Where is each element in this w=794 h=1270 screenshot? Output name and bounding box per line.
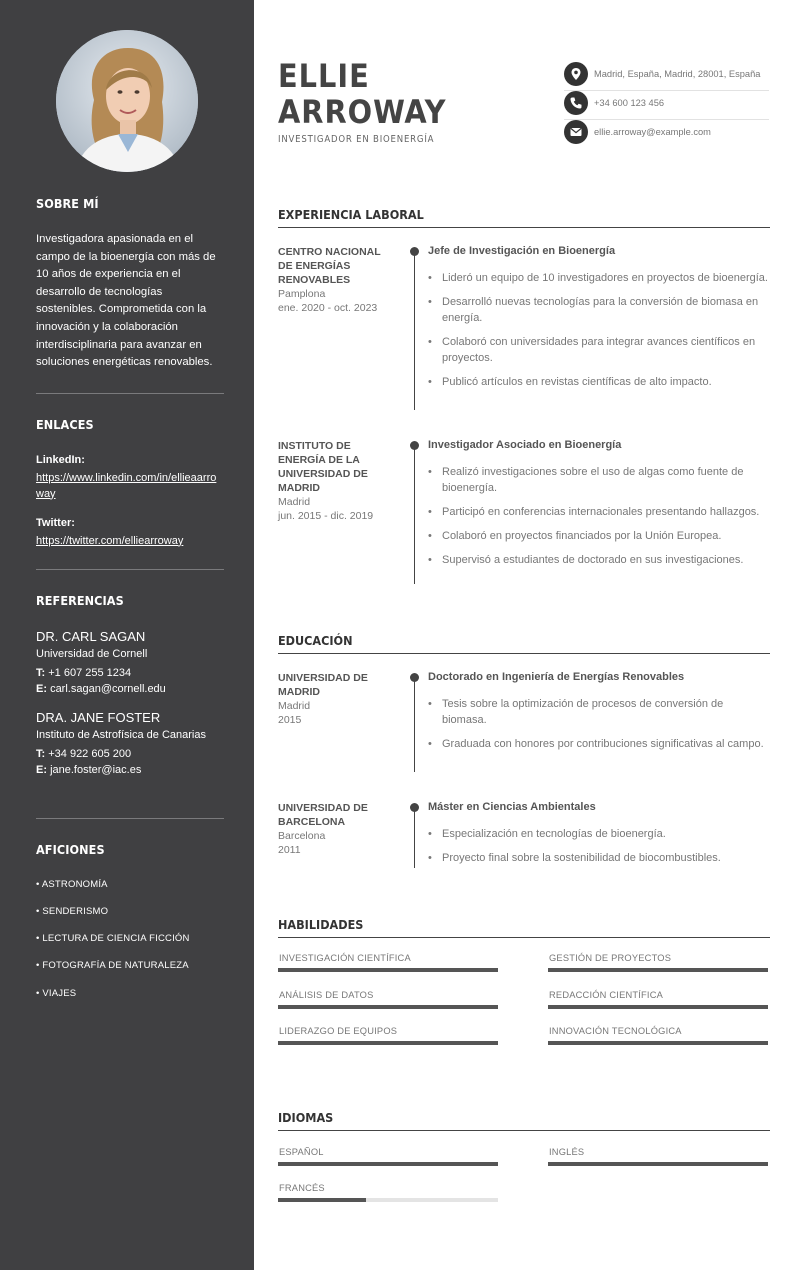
hobby-item: • FOTOGRAFÍA DE NATURALEZA (36, 960, 189, 971)
skill-bar (548, 968, 768, 972)
divider (36, 393, 224, 394)
reference-email-row (36, 762, 224, 779)
org-location: Pamplona (278, 288, 326, 300)
skill-name: INNOVACIÓN TECNOLÓGICA (549, 1026, 682, 1036)
timeline-line (414, 444, 415, 584)
divider (36, 818, 224, 819)
references-title: REFERENCIAS (36, 593, 124, 608)
skill-name: REDACCIÓN CIENTÍFICA (549, 990, 664, 1000)
bullet-item: • Realizó investigaciones sobre el uso de algas como fuente de bioenergía. (428, 464, 770, 496)
person-role: INVESTIGADOR EN BIOENERGÍA (278, 134, 435, 145)
bullet-item: • Colaboró con universidades para integrar avances científicos en proyectos. (428, 334, 770, 366)
skill-fill (548, 968, 768, 972)
location-pin-icon (564, 62, 588, 86)
phone-label: T: (36, 748, 46, 760)
skill-bar (278, 968, 498, 972)
reference-phone: +1 607 255 1234 (48, 667, 132, 679)
hobbies-title: AFICIONES (36, 842, 105, 857)
reference-item (36, 628, 224, 698)
link-linkedin (36, 452, 224, 502)
job-bullets (428, 464, 770, 576)
languages-title: IDIOMAS (278, 1110, 770, 1131)
degree-bullets (428, 696, 770, 760)
org-name: UNIVERSIDAD DE MADRID (278, 672, 368, 698)
email-label: E: (36, 683, 47, 695)
reference-item (36, 709, 224, 779)
skill-fill (278, 968, 498, 972)
degree-bullets (428, 826, 770, 874)
org-dates: 2015 (278, 714, 302, 726)
person-name (278, 58, 446, 130)
link-label: LinkedIn: (36, 454, 85, 466)
language-name: INGLÉS (549, 1147, 585, 1157)
degree-title: Doctorado en Ingeniería de Energías Renovables (428, 671, 685, 683)
language-item (548, 1147, 768, 1166)
bullet-item: • Publicó artículos en revistas científicas de alto impacto. (428, 374, 770, 390)
contact-address-row (564, 62, 769, 91)
org-location: Madrid (278, 496, 311, 508)
timeline-line (414, 250, 415, 410)
skill-name: GESTIÓN DE PROYECTOS (549, 953, 672, 963)
hobby-item: • LECTURA DE CIENCIA FICCIÓN (36, 933, 190, 944)
linkedin-url[interactable]: https://www.linkedin.com/in/ellieaarroway (36, 471, 217, 500)
skill-fill (548, 1041, 768, 1045)
reference-email-row (36, 681, 224, 698)
skill-bar (548, 1005, 768, 1009)
email-label: E: (36, 764, 47, 776)
org-dates: ene. 2020 - oct. 2023 (278, 302, 378, 314)
experience-org (278, 439, 396, 523)
link-label: Twitter: (36, 517, 75, 529)
about-text: Investigadora apasionada en el campo de la bioenergía con más de 10 años de experiencia en el desarrollo de tecnologías sostenibles. Comprometida con la innovación y la colaboración interdisciplinaria para avanzar en soluciones energéticas renovables. (36, 233, 216, 369)
degree-title: Máster en Ciencias Ambientales (428, 801, 596, 813)
language-name: ESPAÑOL (279, 1147, 324, 1157)
org-dates: jun. 2015 - dic. 2019 (278, 510, 374, 522)
language-fill (278, 1162, 498, 1166)
skill-name: LIDERAZGO DE EQUIPOS (279, 1026, 398, 1036)
language-bar (278, 1162, 498, 1166)
reference-phone: +34 922 605 200 (48, 748, 132, 760)
timeline-line (414, 806, 415, 868)
bullet-item: • Lideró un equipo de 10 investigadores en proyectos de bioenergía. (428, 270, 770, 286)
skill-name: INVESTIGACIÓN CIENTÍFICA (279, 953, 411, 963)
timeline-dot (410, 803, 419, 812)
timeline-dot (410, 673, 419, 682)
skill-item (278, 990, 498, 1009)
language-name: FRANCÉS (279, 1183, 325, 1193)
bullet-item: • Graduada con honores por contribuciones significativas al campo. (428, 736, 770, 752)
language-fill (278, 1198, 366, 1202)
org-name: INSTITUTO DE ENERGÍA DE LA UNIVERSIDAD DE MADRID (278, 440, 368, 494)
hobby-item: • VIAJES (36, 988, 77, 999)
skill-bar (278, 1041, 498, 1045)
language-fill (548, 1162, 768, 1166)
skill-item (548, 990, 768, 1009)
reference-org: Instituto de Astrofísica de Canarias (36, 729, 206, 741)
language-item (278, 1147, 498, 1166)
skill-item (548, 1026, 768, 1045)
bullet-item: • Especialización en tecnologías de bioenergía. (428, 826, 770, 842)
last-name: ARROWAY (278, 93, 447, 131)
bullet-item: • Proyecto final sobre la sostenibilidad de biocombustibles. (428, 850, 770, 866)
reference-phone-row (36, 665, 224, 682)
skills-title: HABILIDADES (278, 917, 770, 938)
reference-email: carl.sagan@cornell.edu (50, 683, 166, 695)
email-icon (564, 120, 588, 144)
education-org (278, 671, 396, 727)
contact-address: Madrid, España, Madrid, 28001, España (594, 69, 761, 79)
skill-item (278, 953, 498, 972)
hobby-item: • ASTRONOMÍA (36, 879, 108, 890)
language-item (278, 1183, 498, 1202)
bullet-item: • Colaboró en proyectos financiados por la Unión Europea. (428, 528, 770, 544)
language-bar (548, 1162, 768, 1166)
twitter-url[interactable]: https://twitter.com/elliearroway (36, 534, 184, 547)
sidebar (0, 0, 254, 1270)
skill-name: ANÁLISIS DE DATOS (279, 990, 374, 1000)
language-bar (278, 1198, 498, 1202)
skill-item (278, 1026, 498, 1045)
skill-bar (548, 1041, 768, 1045)
first-name: ELLIE (278, 57, 370, 95)
divider (36, 569, 224, 570)
reference-name: DRA. JANE FOSTER (36, 710, 161, 725)
contact-phone: +34 600 123 456 (594, 98, 665, 108)
bullet-item: • Desarrolló nuevas tecnologías para la conversión de biomasa en energía. (428, 294, 770, 326)
reference-phone-row (36, 746, 224, 763)
link-twitter (36, 515, 224, 549)
phone-label: T: (36, 667, 46, 679)
skill-fill (548, 1005, 768, 1009)
bullet-item: • Tesis sobre la optimización de procesos de conversión de biomasa. (428, 696, 770, 728)
skill-fill (278, 1005, 498, 1009)
timeline-dot (410, 441, 419, 450)
reference-name: DR. CARL SAGAN (36, 629, 146, 644)
skill-bar (278, 1005, 498, 1009)
education-title: EDUCACIÓN (278, 633, 770, 654)
bullet-item: • Participó en conferencias internacionales presentando hallazgos. (428, 504, 770, 520)
contact-phone-row (564, 91, 769, 120)
about-title: SOBRE MÍ (36, 196, 99, 211)
reference-email: jane.foster@iac.es (50, 764, 142, 776)
bullet-item: • Supervisó a estudiantes de doctorado en sus investigaciones. (428, 552, 770, 568)
org-location: Madrid (278, 700, 311, 712)
org-dates: 2011 (278, 844, 301, 856)
contact-email: ellie.arroway@example.com (594, 127, 711, 137)
skill-item (548, 953, 768, 972)
skill-fill (278, 1041, 498, 1045)
timeline-line (414, 676, 415, 772)
timeline-dot (410, 247, 419, 256)
org-name: CENTRO NACIONAL DE ENERGÍAS RENOVABLES (278, 246, 381, 286)
hobby-item: • SENDERISMO (36, 906, 109, 917)
profile-photo (56, 30, 198, 172)
reference-org: Universidad de Cornell (36, 648, 148, 660)
job-position: Jefe de Investigación en Bioenergía (428, 245, 616, 257)
education-org (278, 801, 396, 857)
job-bullets (428, 270, 770, 398)
experience-title: EXPERIENCIA LABORAL (278, 207, 770, 228)
profile-photo-image (56, 30, 198, 172)
org-location: Barcelona (278, 830, 326, 842)
contact-email-row (564, 120, 769, 149)
job-position: Investigador Asociado en Bioenergía (428, 439, 622, 451)
org-name: UNIVERSIDAD DE BARCELONA (278, 802, 368, 828)
phone-icon (564, 91, 588, 115)
experience-org (278, 245, 396, 315)
links-title: ENLACES (36, 417, 94, 432)
